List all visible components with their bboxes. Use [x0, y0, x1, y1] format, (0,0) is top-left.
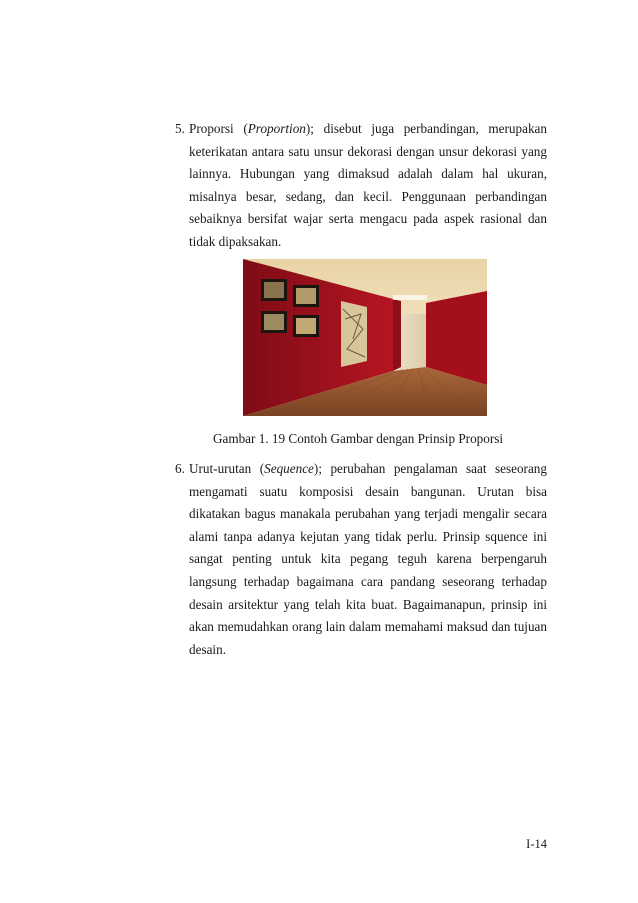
list-item-sequence	[177, 458, 547, 661]
paragraph-text: perubahan pengalaman saat seseorang mengamati suatu komposisi desain bangunan. Urutan bisa dikatakan bagus manakala perubahan yang terjadi mengalir secara alami tanpa adanya kejutan yang tidak perlu. Prinsip squence ini sangat penting untuk kita pegang teguh karena berpengaruh langsung terhadap bagaimana cara pandang seseorang terhadap desain arsitektur yang telah kita buat. Bagaimanapun, prinsip ini akan memudahkan orang lain dalam memahami maksud dan tujuan desain.	[189, 461, 547, 657]
gallery-illustration	[243, 259, 487, 416]
gallery-photo	[243, 259, 487, 416]
list-item-text	[189, 118, 547, 254]
page-number: I-14	[526, 837, 547, 851]
term-italic: Proportion	[247, 121, 306, 136]
term-close: );	[305, 121, 314, 136]
list-item-proportion	[177, 118, 547, 254]
list-number: 6.	[175, 461, 185, 476]
term-label: Urut-urutan (	[189, 461, 265, 476]
list-item-text	[189, 458, 547, 661]
figure-caption: Gambar 1. 19 Contoh Gambar dengan Prinsip Proporsi	[212, 431, 504, 446]
term-italic: Sequence	[264, 461, 314, 476]
term-label: Proporsi (	[189, 121, 248, 136]
paragraph-text: disebut juga perbandingan, merupakan keterikatan antara satu unsur dekorasi dengan unsur dekorasi yang lainnya. Hubungan yang dimaksud adalah dalam hal ukuran, misalnya besar, sedang, dan kecil. Penggunaan perbandingan sebaiknya bersifat wajar serta mengacu pada aspek rasional dan tidak dipaksakan.	[189, 121, 548, 249]
list-number: 5.	[175, 121, 185, 136]
term-close: );	[313, 461, 322, 476]
